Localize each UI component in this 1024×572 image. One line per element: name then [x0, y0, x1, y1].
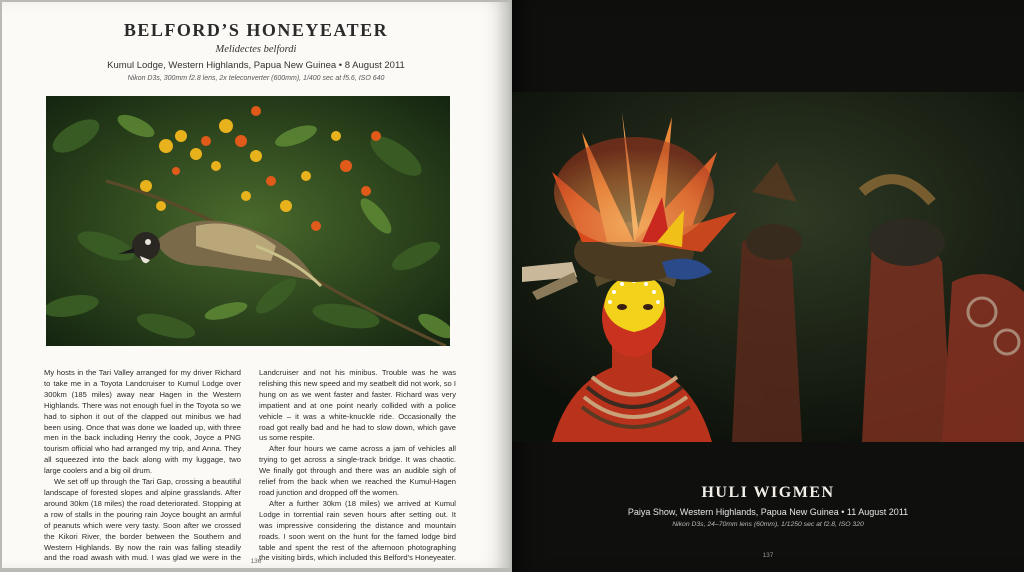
huli-wigmen-photo [512, 92, 1024, 442]
page-number-right: 137 [762, 552, 774, 559]
paragraph: After four hours we came across a jam of vehicles all trying to get across a single-track bridge. It was chaotic. We finally got through and there was an audible sigh of relief from the back when we reached the Kumul-Hagen road junction and dropped off the women. [259, 444, 456, 497]
paragraph: We set off up through the Tari Gap, crossing a beautiful landscape of forested slopes and alpine grasslands. After around 30km (18 miles) the road deteriorated. Stopping at a row of stalls in the pouring rain Joyce bought an armful of peanuts which were very tasty. Soon after we crossed the Kikori River, the border between the Southern and Western Highlands. By now the rain was falling steadily and the road awash with mud. I was glad we were in the Landcruiser and not his minibus. Trouble was he was relishing this new speed and my seatbelt did not work, so I hung on as we went faster and faster. Richard was very impatient and at one point nearly collided with a police vehicle – it was a white-knuckle ride. Occasionally the road got really bad and he had to slow down, which gave us some respite. [44, 368, 456, 563]
right-page [512, 0, 1024, 572]
bird-photo-illustration [46, 96, 450, 346]
bird-photo [46, 96, 450, 346]
paragraph: My hosts in the Tari Valley arranged for my driver Richard to take me in a Toyota Landcruiser to Kumul Lodge over 300km (185 miles) away near Hagen in the Western Highlands. There was not enough fuel in the Toyota so we had to siphon it out of the clapped out minibus we had been using. Once that was done we loaded up, with three men in the back including Henry the cook, Joyce a PNG tourism official who had arranged my trip, and Anna. They all squeezed into the back along with my luggage, two large coolers and a big oil drum. [44, 368, 241, 476]
camera-settings-left: Nikon D3s, 300mm f2.8 lens, 2x teleconverter (600mm), 1/400 sec at f5.6, ISO 640 [127, 75, 385, 82]
paragraph: After a further 30km (18 miles) we arrived at Kumul Lodge in torrential rain seven hours after setting out. It was impressive considering the distance and mountain roads. I soon went on the hunt for the famed lodge bird table and spent the rest of the afternoon photographing the visiting birds, which included this Belford’s Honeyeater. [259, 498, 456, 563]
photo-location-left: Kumul Lodge, Western Highlands, Papua New Guinea • 8 August 2011 [107, 60, 405, 71]
camera-settings-right: Nikon D3s, 24–70mm lens (60mm), 1/1250 sec at f2.8, ISO 320 [672, 521, 864, 528]
body-text [44, 368, 456, 564]
left-page [2, 2, 510, 568]
page-title-left: BELFORD’S HONEYEATER [123, 20, 389, 40]
photo-location-right: Paiya Show, Western Highlands, Papua New Guinea • 11 August 2011 [627, 507, 909, 517]
huli-wigmen-illustration [512, 92, 1024, 442]
page-title-right: HULI WIGMEN [701, 484, 835, 501]
latin-name: Melidectes belfordi [215, 44, 297, 55]
page-number-left: 136 [250, 558, 262, 565]
